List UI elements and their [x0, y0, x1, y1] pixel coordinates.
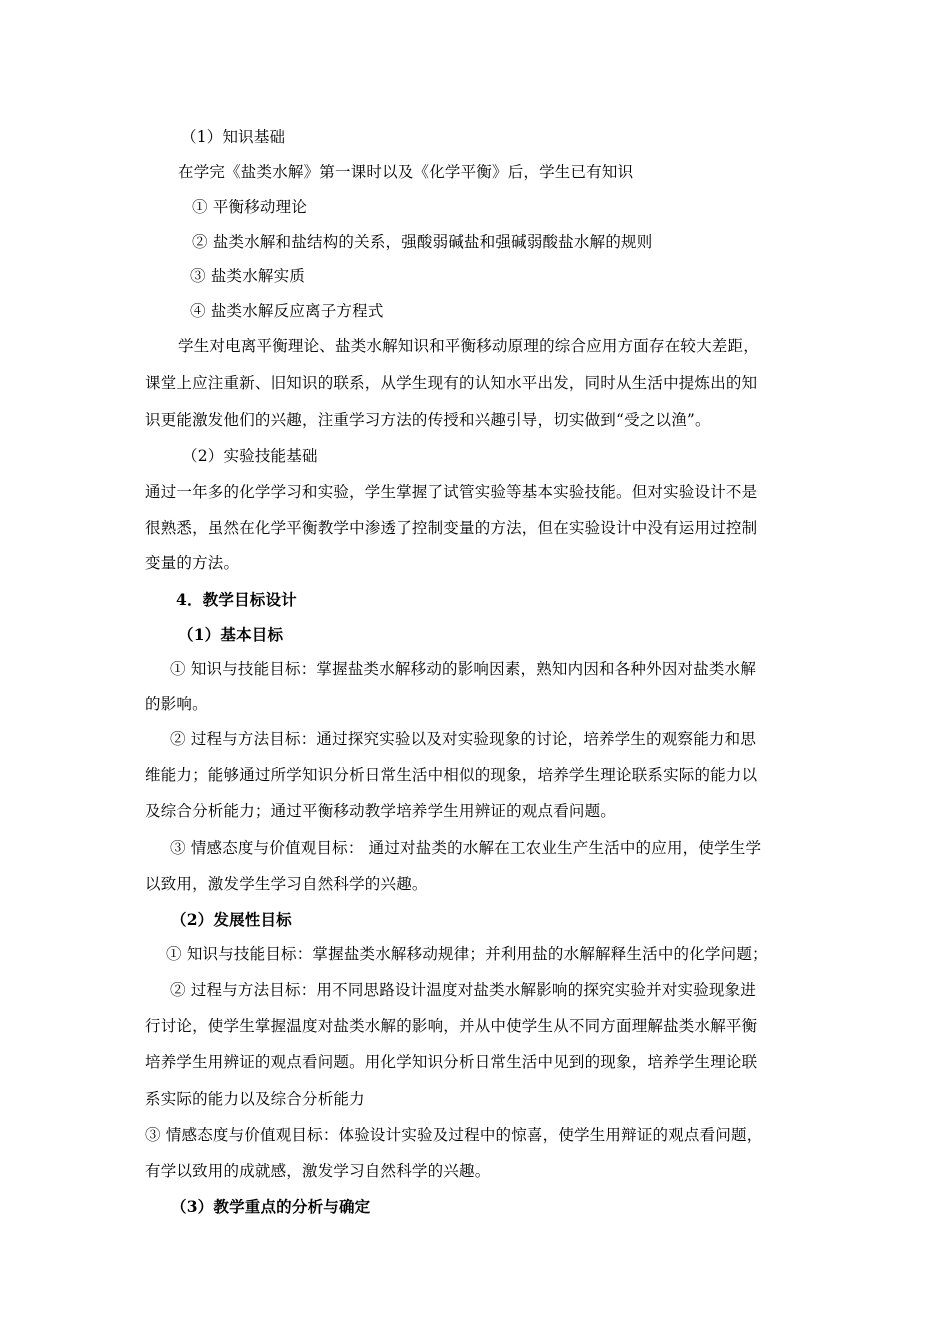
section-heading-teaching-objectives: 4．教学目标设计 [176, 590, 297, 609]
paragraph-line: 行讨论，使学生掌握温度对盐类水解的影响，并从中使学生从不同方面理解盐类水解平衡 [145, 1017, 758, 1035]
paragraph-line: ① 知识与技能目标：掌握盐类水解移动的影响因素，熟知内因和各种外因对盐类水解 [170, 660, 757, 678]
paragraph-line: ② 过程与方法目标：用不同思路设计温度对盐类水解影响的探究实验并对实验现象进 [170, 981, 757, 999]
list-item: ④ 盐类水解反应离子方程式 [190, 302, 384, 320]
section-heading-knowledge-foundation: （1）知识基础 [181, 128, 286, 146]
paragraph-line: 有学以致用的成就感，激发学习自然科学的兴趣。 [145, 1162, 491, 1180]
paragraph-line: ① 知识与技能目标：掌握盐类水解移动规律；并利用盐的水解解释生活中的化学问题； [166, 945, 768, 963]
paragraph-line: ② 过程与方法目标：通过探究实验以及对实验现象的讨论，培养学生的观察能力和思 [170, 730, 757, 748]
paragraph-line: 变量的方法。 [145, 554, 240, 572]
paragraph-line: 的影响。 [145, 695, 208, 713]
paragraph-line: 培养学生用辨证的观点看问题。用化学知识分析日常生活中见到的现象，培养学生理论联 [145, 1053, 758, 1071]
subsection-heading-developmental-objectives: （2）发展性目标 [171, 910, 292, 929]
paragraph-line: 很熟悉，虽然在化学平衡教学中渗透了控制变量的方法，但在实验设计中没有运用过控制 [145, 519, 758, 537]
paragraph-line: 通过一年多的化学学习和实验，学生掌握了试管实验等基本实验技能。但对实验设计不是 [145, 483, 758, 501]
list-item: ② 盐类水解和盐结构的关系，强酸弱碱盐和强碱弱酸盐水解的规则 [192, 233, 653, 251]
list-item: ③ 盐类水解实质 [190, 267, 306, 285]
section-heading-experiment-skills: （2）实验技能基础 [182, 447, 318, 465]
paragraph-line: 在学完《盐类水解》第一课时以及《化学平衡》后，学生已有知识 [178, 163, 634, 181]
paragraph-line: 识更能激发他们的兴趣，注重学习方法的传授和兴趣引导，切实做到“受之以渔”。 [145, 411, 711, 429]
paragraph-line: 及综合分析能力；通过平衡移动教学培养学生用辨证的观点看问题。 [145, 802, 617, 820]
paragraph-line: ③ 情感态度与价值观目标：体验设计实验及过程中的惊喜，使学生用辩证的观点看问题， [145, 1126, 763, 1144]
subsection-heading-basic-objectives: （1）基本目标 [178, 625, 284, 644]
paragraph-line: ③ 情感态度与价值观目标： 通过对盐类的水解在工农业生产生活中的应用，使学生学 [170, 839, 762, 857]
paragraph-line: 学生对电离平衡理论、盐类水解知识和平衡移动原理的综合应用方面存在较大差距， [178, 337, 759, 355]
paragraph-line: 课堂上应注重新、旧知识的联系，从学生现有的认知水平出发，同时从生活中提炼出的知 [145, 374, 758, 392]
list-item: ① 平衡移动理论 [192, 198, 308, 216]
paragraph-line: 以致用，激发学生学习自然科学的兴趣。 [145, 875, 428, 893]
subsection-heading-teaching-key-points: （3）教学重点的分析与确定 [171, 1197, 371, 1216]
paragraph-line: 维能力；能够通过所学知识分析日常生活中相似的现象，培养学生理论联系实际的能力以 [145, 766, 758, 784]
paragraph-line: 系实际的能力以及综合分析能力 [145, 1090, 365, 1108]
